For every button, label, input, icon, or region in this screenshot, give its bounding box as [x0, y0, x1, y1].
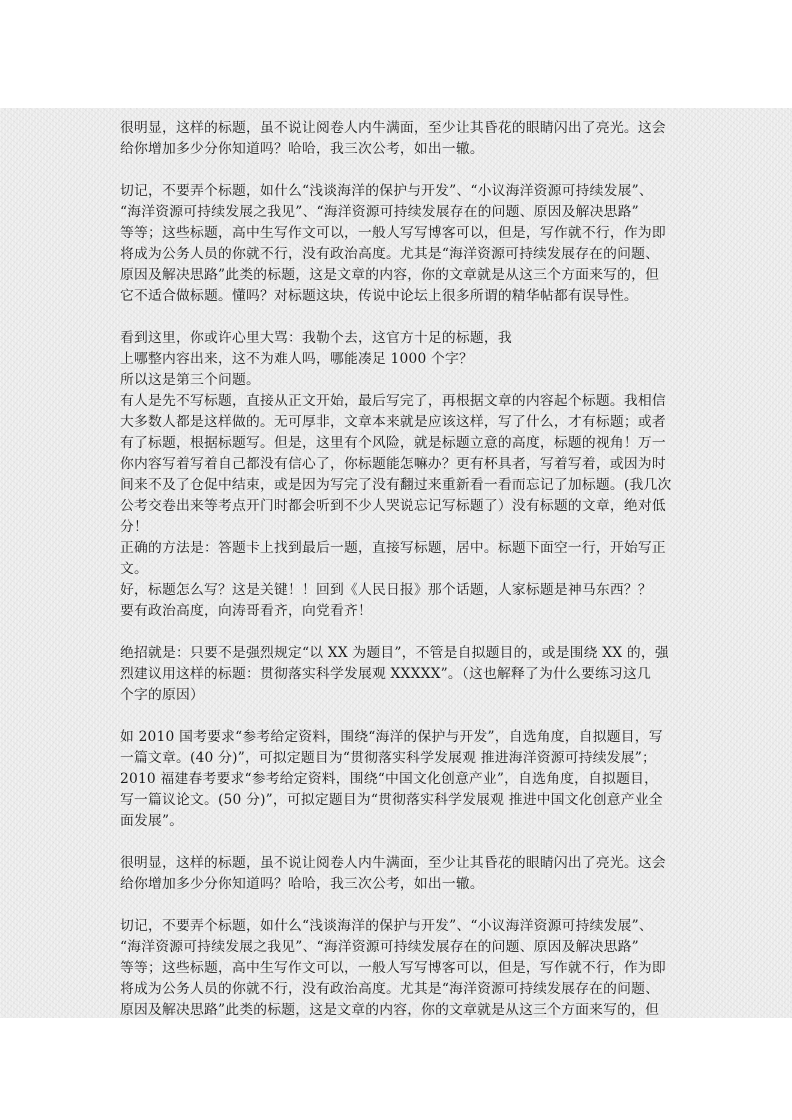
scanned-paper [0, 108, 792, 1018]
text-line: 等等；这些标题，高中生写作文可以，一般人写写博客可以，但是，写作就不行，作为即 [120, 225, 666, 241]
paragraph-third-problem [120, 328, 680, 622]
text-line: 间来不及了仓促中结束，或是因为写完了没有翻过来重新看一看而忘记了加标题。(我几次 [120, 477, 672, 493]
text-line: 有了标题，根据标题写。但是，这里有个风险，就是标题立意的高度，标题的视角！万一 [120, 435, 666, 451]
text-line: 上哪整内容出来，这不为难人吗，哪能凑足 1000 个字？ [120, 351, 474, 367]
text-line: 原因及解决思路”此类的标题，这是文章的内容，你的文章就是从这三个方面来写的，但 [120, 1002, 660, 1018]
text-line: 给你增加多少分你知道吗？哈哈，我三次公考，如出一辙。 [120, 876, 484, 892]
text-line: 写一篇议论文。(50 分)”，可拟定题目为“贯彻落实科学发展观 推进中国文化创意产业全 [120, 792, 663, 808]
paragraph-trick [120, 643, 680, 706]
text-line: 公考交卷出来等考点开门时都会听到不少人哭说忘记写标题了）没有标题的文章，绝对低 [120, 498, 666, 514]
text-line: 分！ [120, 519, 148, 535]
text-line: 给你增加多少分你知道吗？哈哈，我三次公考，如出一辙。 [120, 141, 484, 157]
text-line: 要有政治高度，向涛哥看齐，向党看齐！ [120, 603, 372, 619]
text-line: 很明显，这样的标题，虽不说让阅卷人内牛满面，至少让其昏花的眼睛闪出了亮光。这会 [120, 855, 666, 871]
text-line: 等等；这些标题，高中生写作文可以，一般人写写博客可以，但是，写作就不行，作为即 [120, 960, 666, 976]
text-line: “海洋资源可持续发展之我见”、“海洋资源可持续发展存在的问题、原因及解决思路” [120, 204, 639, 220]
text-line: 所以这是第三个问题。 [120, 372, 260, 388]
paragraph-title-effect [120, 118, 680, 160]
text-line: 它不适合做标题。懂吗？对标题这块，传说中论坛上很多所谓的精华帖都有误导性。 [120, 288, 638, 304]
paragraph-avoid-titles [120, 181, 680, 307]
text-line: 有人是先不写标题，直接从正文开始，最后写完了，再根据文章的内容起个标题。我相信 [120, 393, 666, 409]
text-line: 面发展”。 [120, 813, 184, 829]
text-line: 原因及解决思路”此类的标题，这是文章的内容，你的文章就是从这三个方面来写的，但 [120, 267, 660, 283]
text-line: 2010 福建春考要求“参考给定资料，围绕“中国文化创意产业”，自选角度，自拟题目， [120, 771, 659, 787]
text-line: 如 2010 国考要求“参考给定资料，围绕“海洋的保护与开发”，自选角度，自拟题目，写 [120, 729, 663, 745]
text-line: 将成为公务人员的你就不行，没有政治高度。尤其是“海洋资源可持续发展存在的问题、 [120, 246, 660, 262]
text-line: 切记，不要弄个标题，如什么“浅谈海洋的保护与开发”、“小议海洋资源可持续发展”、 [120, 183, 653, 199]
text-line: 个字的原因） [120, 687, 204, 703]
paragraph-examples [120, 727, 680, 832]
text-line: “海洋资源可持续发展之我见”、“海洋资源可持续发展存在的问题、原因及解决思路” [120, 939, 639, 955]
text-line: 一篇文章。(40 分)”，可拟定题目为“贯彻落实科学发展观 推进海洋资源可持续发展”； [120, 750, 656, 766]
text-line: 将成为公务人员的你就不行，没有政治高度。尤其是“海洋资源可持续发展存在的问题、 [120, 981, 660, 997]
body-text [120, 118, 680, 1018]
text-line: 很明显，这样的标题，虽不说让阅卷人内牛满面，至少让其昏花的眼睛闪出了亮光。这会 [120, 120, 666, 136]
text-line: 切记，不要弄个标题，如什么“浅谈海洋的保护与开发”、“小议海洋资源可持续发展”、 [120, 918, 653, 934]
text-line: 绝招就是：只要不是强烈规定“以 XX 为题目”，不管是自拟题目的，或是围绕 XX 的，强 [120, 645, 669, 661]
text-line: 大多数人都是这样做的。无可厚非，文章本来就是应该这样，写了什么，才有标题；或者 [120, 414, 666, 430]
paragraph-title-effect-repeat [120, 853, 680, 895]
text-line: 你内容写着写着自己都没有信心了，你标题能怎嘛办？更有杯具者，写着写着，或因为时 [120, 456, 666, 472]
text-line: 看到这里，你或许心里大骂：我勒个去，这官方十足的标题，我 [120, 330, 512, 346]
text-line: 好，标题怎么写？这是关键！！回到《人民日报》那个话题，人家标题是神马东西？？ [120, 582, 652, 598]
text-line: 烈建议用这样的标题：贯彻落实科学发展观 XXXXX”。（这也解释了为什么要练习这几 [120, 666, 651, 682]
text-line: 文。 [120, 561, 148, 577]
text-line: 正确的方法是：答题卡上找到最后一题，直接写标题，居中。标题下面空一行，开始写正 [120, 540, 666, 556]
paragraph-avoid-titles-repeat [120, 916, 680, 1018]
